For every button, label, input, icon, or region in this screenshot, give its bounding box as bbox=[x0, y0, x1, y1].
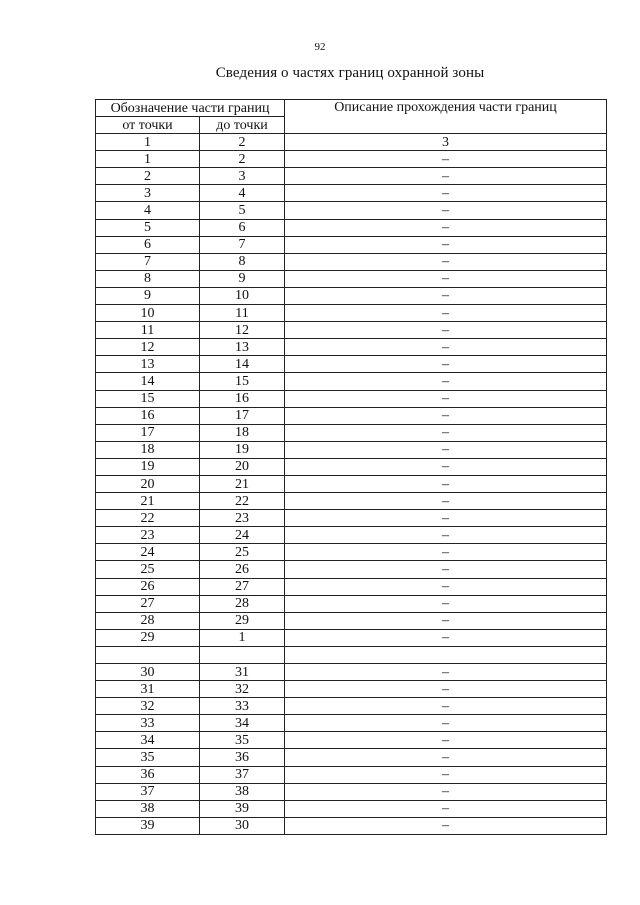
table-row bbox=[96, 561, 607, 578]
table-row bbox=[96, 732, 607, 749]
description-cell: – bbox=[285, 287, 607, 304]
from-point-cell: 11 bbox=[96, 322, 200, 339]
to-point-cell: 7 bbox=[200, 236, 285, 253]
description-cell: – bbox=[285, 664, 607, 681]
table-row bbox=[96, 646, 607, 663]
description-cell: – bbox=[285, 424, 607, 441]
to-point-cell: 12 bbox=[200, 322, 285, 339]
header-row bbox=[96, 100, 607, 117]
to-point-cell: 38 bbox=[200, 783, 285, 800]
from-point-cell: 39 bbox=[96, 817, 200, 834]
to-point-cell: 22 bbox=[200, 493, 285, 510]
column-index-cell: 1 bbox=[96, 134, 200, 151]
description-cell: – bbox=[285, 202, 607, 219]
description-cell: – bbox=[285, 595, 607, 612]
to-point-cell: 36 bbox=[200, 749, 285, 766]
from-point-cell: 28 bbox=[96, 612, 200, 629]
to-point-cell: 17 bbox=[200, 407, 285, 424]
from-point-cell: 5 bbox=[96, 219, 200, 236]
from-point-cell: 9 bbox=[96, 287, 200, 304]
to-point-cell bbox=[200, 646, 285, 663]
description-cell: – bbox=[285, 493, 607, 510]
table-row bbox=[96, 817, 607, 834]
description-cell: – bbox=[285, 475, 607, 492]
table-row bbox=[96, 356, 607, 373]
description-cell: – bbox=[285, 561, 607, 578]
table-row bbox=[96, 424, 607, 441]
to-point-cell: 13 bbox=[200, 339, 285, 356]
table-row bbox=[96, 253, 607, 270]
description-cell: – bbox=[285, 766, 607, 783]
to-point-cell: 11 bbox=[200, 305, 285, 322]
table-row bbox=[96, 151, 607, 168]
table-row bbox=[96, 322, 607, 339]
description-cell: – bbox=[285, 407, 607, 424]
to-point-cell: 30 bbox=[200, 817, 285, 834]
description-cell: – bbox=[285, 151, 607, 168]
description-cell: – bbox=[285, 253, 607, 270]
description-cell: – bbox=[285, 629, 607, 646]
to-point-cell: 10 bbox=[200, 287, 285, 304]
from-point-cell: 32 bbox=[96, 698, 200, 715]
from-point-cell: 12 bbox=[96, 339, 200, 356]
column-index-cell: 2 bbox=[200, 134, 285, 151]
description-cell: – bbox=[285, 322, 607, 339]
to-point-cell: 1 bbox=[200, 629, 285, 646]
description-cell: – bbox=[285, 732, 607, 749]
from-point-cell: 1 bbox=[96, 151, 200, 168]
from-point-cell: 22 bbox=[96, 510, 200, 527]
from-point-cell: 16 bbox=[96, 407, 200, 424]
from-point-cell: 7 bbox=[96, 253, 200, 270]
table-row bbox=[96, 664, 607, 681]
description-cell bbox=[285, 646, 607, 663]
table-row bbox=[96, 800, 607, 817]
from-point-cell: 23 bbox=[96, 527, 200, 544]
description-cell: – bbox=[285, 458, 607, 475]
from-point-cell: 38 bbox=[96, 800, 200, 817]
to-point-cell: 18 bbox=[200, 424, 285, 441]
table-row bbox=[96, 458, 607, 475]
description-cell: – bbox=[285, 544, 607, 561]
to-point-cell: 37 bbox=[200, 766, 285, 783]
from-point-cell: 36 bbox=[96, 766, 200, 783]
page-number: 92 bbox=[314, 41, 326, 53]
from-point-cell: 15 bbox=[96, 390, 200, 407]
from-point-cell: 37 bbox=[96, 783, 200, 800]
description-cell: – bbox=[285, 612, 607, 629]
to-point-cell: 32 bbox=[200, 681, 285, 698]
to-point-cell: 34 bbox=[200, 715, 285, 732]
from-point-cell: 33 bbox=[96, 715, 200, 732]
from-point-cell bbox=[96, 646, 200, 663]
table-row bbox=[96, 698, 607, 715]
from-point-cell: 27 bbox=[96, 595, 200, 612]
from-point-cell: 2 bbox=[96, 168, 200, 185]
table-row bbox=[96, 595, 607, 612]
from-point-cell: 24 bbox=[96, 544, 200, 561]
table-row bbox=[96, 715, 607, 732]
to-point-cell: 8 bbox=[200, 253, 285, 270]
description-cell: – bbox=[285, 527, 607, 544]
to-point-cell: 4 bbox=[200, 185, 285, 202]
to-point-cell: 6 bbox=[200, 219, 285, 236]
table-row bbox=[96, 629, 607, 646]
description-cell: – bbox=[285, 219, 607, 236]
table-row bbox=[96, 185, 607, 202]
to-point-cell: 19 bbox=[200, 441, 285, 458]
to-point-cell: 21 bbox=[200, 475, 285, 492]
table-row bbox=[96, 236, 607, 253]
column-index-cell: 3 bbox=[285, 134, 607, 151]
table-row bbox=[96, 441, 607, 458]
from-point-cell: 20 bbox=[96, 475, 200, 492]
table-row bbox=[96, 544, 607, 561]
table-row bbox=[96, 390, 607, 407]
table-row bbox=[96, 305, 607, 322]
from-point-cell: 10 bbox=[96, 305, 200, 322]
from-point-cell: 25 bbox=[96, 561, 200, 578]
header-from-point: от точки bbox=[96, 117, 200, 134]
table-row bbox=[96, 168, 607, 185]
table-row bbox=[96, 578, 607, 595]
description-cell: – bbox=[285, 698, 607, 715]
description-cell: – bbox=[285, 578, 607, 595]
to-point-cell: 3 bbox=[200, 168, 285, 185]
boundary-parts-table bbox=[95, 99, 607, 835]
from-point-cell: 31 bbox=[96, 681, 200, 698]
header-boundary-description: Описание прохождения части границ bbox=[285, 100, 607, 134]
description-cell: – bbox=[285, 390, 607, 407]
from-point-cell: 18 bbox=[96, 441, 200, 458]
document-title: Сведения о частях границ охранной зоны bbox=[215, 65, 485, 81]
table-row bbox=[96, 681, 607, 698]
description-cell: – bbox=[285, 783, 607, 800]
to-point-cell: 16 bbox=[200, 390, 285, 407]
column-index-row bbox=[96, 134, 607, 151]
description-cell: – bbox=[285, 236, 607, 253]
table-row bbox=[96, 287, 607, 304]
table-row bbox=[96, 407, 607, 424]
from-point-cell: 29 bbox=[96, 629, 200, 646]
from-point-cell: 13 bbox=[96, 356, 200, 373]
description-cell: – bbox=[285, 510, 607, 527]
table-row bbox=[96, 766, 607, 783]
from-point-cell: 30 bbox=[96, 664, 200, 681]
from-point-cell: 21 bbox=[96, 493, 200, 510]
table-row bbox=[96, 612, 607, 629]
table-row bbox=[96, 219, 607, 236]
description-cell: – bbox=[285, 373, 607, 390]
description-cell: – bbox=[285, 168, 607, 185]
to-point-cell: 39 bbox=[200, 800, 285, 817]
from-point-cell: 14 bbox=[96, 373, 200, 390]
description-cell: – bbox=[285, 715, 607, 732]
to-point-cell: 29 bbox=[200, 612, 285, 629]
table-row bbox=[96, 270, 607, 287]
description-cell: – bbox=[285, 305, 607, 322]
from-point-cell: 6 bbox=[96, 236, 200, 253]
from-point-cell: 19 bbox=[96, 458, 200, 475]
description-cell: – bbox=[285, 800, 607, 817]
description-cell: – bbox=[285, 339, 607, 356]
from-point-cell: 3 bbox=[96, 185, 200, 202]
header-to-point: до точки bbox=[200, 117, 285, 134]
to-point-cell: 24 bbox=[200, 527, 285, 544]
to-point-cell: 26 bbox=[200, 561, 285, 578]
from-point-cell: 34 bbox=[96, 732, 200, 749]
to-point-cell: 2 bbox=[200, 151, 285, 168]
description-cell: – bbox=[285, 749, 607, 766]
to-point-cell: 23 bbox=[200, 510, 285, 527]
to-point-cell: 28 bbox=[200, 595, 285, 612]
to-point-cell: 14 bbox=[200, 356, 285, 373]
table-row bbox=[96, 202, 607, 219]
to-point-cell: 35 bbox=[200, 732, 285, 749]
table-row bbox=[96, 510, 607, 527]
table-row bbox=[96, 373, 607, 390]
to-point-cell: 5 bbox=[200, 202, 285, 219]
description-cell: – bbox=[285, 817, 607, 834]
description-cell: – bbox=[285, 681, 607, 698]
table-row bbox=[96, 475, 607, 492]
from-point-cell: 26 bbox=[96, 578, 200, 595]
table-row bbox=[96, 527, 607, 544]
to-point-cell: 33 bbox=[200, 698, 285, 715]
to-point-cell: 27 bbox=[200, 578, 285, 595]
description-cell: – bbox=[285, 270, 607, 287]
from-point-cell: 8 bbox=[96, 270, 200, 287]
from-point-cell: 17 bbox=[96, 424, 200, 441]
to-point-cell: 9 bbox=[200, 270, 285, 287]
to-point-cell: 31 bbox=[200, 664, 285, 681]
description-cell: – bbox=[285, 356, 607, 373]
to-point-cell: 15 bbox=[200, 373, 285, 390]
from-point-cell: 4 bbox=[96, 202, 200, 219]
description-cell: – bbox=[285, 185, 607, 202]
to-point-cell: 20 bbox=[200, 458, 285, 475]
to-point-cell: 25 bbox=[200, 544, 285, 561]
table-row bbox=[96, 783, 607, 800]
header-boundary-part-designation: Обозначение части границ bbox=[96, 100, 285, 117]
table-row bbox=[96, 339, 607, 356]
from-point-cell: 35 bbox=[96, 749, 200, 766]
table-row bbox=[96, 493, 607, 510]
table-row bbox=[96, 749, 607, 766]
description-cell: – bbox=[285, 441, 607, 458]
